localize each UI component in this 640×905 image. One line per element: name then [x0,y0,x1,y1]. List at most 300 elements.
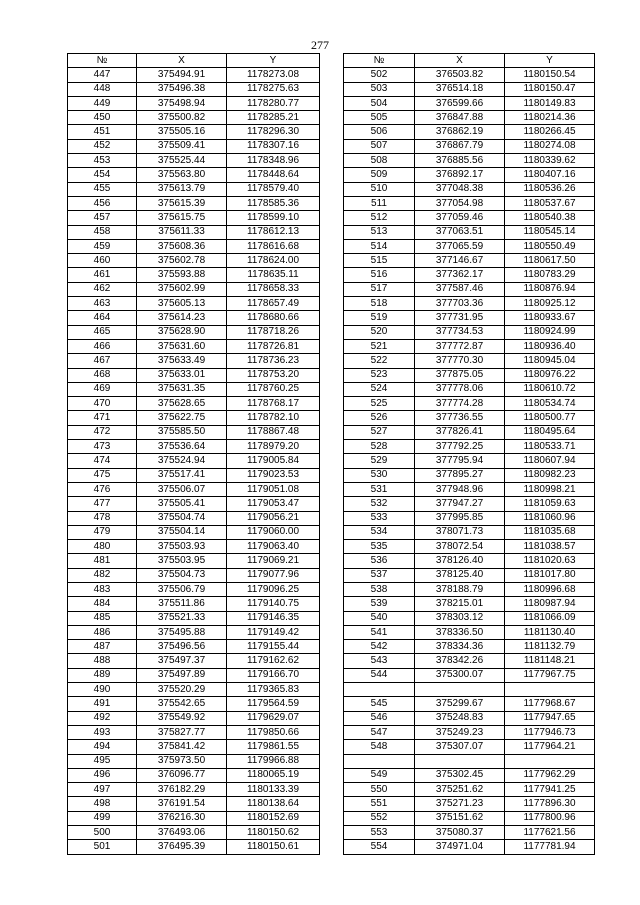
page-number: 277 [311,38,329,52]
cell-x: 375249.23 [415,725,505,739]
cell-x: 377778.06 [415,382,505,396]
cell-y: 1180617.50 [505,254,595,268]
cell-y: 1178680.66 [227,311,320,325]
table-row [344,497,595,511]
table-row [344,254,595,268]
cell-y: 1179162.62 [227,654,320,668]
cell-x: 377826.41 [415,425,505,439]
cell-number: 465 [68,325,137,339]
cell-y: 1178753.20 [227,368,320,382]
cell-number: 535 [344,540,415,554]
table-row [68,225,320,239]
cell-number: 456 [68,196,137,210]
table-row [344,783,595,797]
table-row [68,640,320,654]
cell-number: 532 [344,497,415,511]
table-row [68,582,320,596]
cell-x: 377770.30 [415,354,505,368]
cell-number: 447 [68,68,137,82]
table-row [68,196,320,210]
table-row [344,182,595,196]
cell-y: 1180537.67 [505,196,595,210]
table-row [68,311,320,325]
cell-x: 375506.79 [137,582,227,596]
cell-x: 377063.51 [415,225,505,239]
cell-x: 375517.41 [137,468,227,482]
cell-y: 1178280.77 [227,96,320,110]
cell-x: 377734.53 [415,325,505,339]
cell-x: 377792.25 [415,440,505,454]
cell-number: 544 [344,668,415,682]
cell-x: 378125.40 [415,568,505,582]
cell-number: 475 [68,468,137,482]
cell-x [415,754,505,768]
cell-number: 492 [68,711,137,725]
table-row [344,368,595,382]
cell-x: 375973.50 [137,754,227,768]
table-row [344,154,595,168]
table-row [344,111,595,125]
cell-number: 542 [344,640,415,654]
table-row [68,668,320,682]
table-row [68,525,320,539]
table-row [68,397,320,411]
cell-y: 1180407.16 [505,168,595,182]
cell-x: 377795.94 [415,454,505,468]
cell-number: 543 [344,654,415,668]
cell-x: 378215.01 [415,597,505,611]
cell-x: 375631.35 [137,382,227,396]
cell-number: 502 [344,68,415,82]
cell-y: 1180545.14 [505,225,595,239]
table-row [344,683,595,697]
table-row [68,125,320,139]
cell-x: 375300.07 [415,668,505,682]
cell-y: 1181060.96 [505,511,595,525]
cell-y: 1180607.94 [505,454,595,468]
cell-x: 377875.05 [415,368,505,382]
table-row [344,697,595,711]
table-row [344,754,595,768]
cell-y [505,683,595,697]
cell-y: 1180138.64 [227,797,320,811]
cell-x: 376495.39 [137,840,227,854]
cell-y: 1180924.99 [505,325,595,339]
cell-x: 377731.95 [415,311,505,325]
cell-y: 1179023.53 [227,468,320,482]
table-row [68,697,320,711]
cell-number: 457 [68,211,137,225]
cell-y: 1180783.29 [505,268,595,282]
cell-number: 477 [68,497,137,511]
cell-y: 1180214.36 [505,111,595,125]
cell-number: 554 [344,840,415,854]
table-row [344,225,595,239]
cell-x: 378334.36 [415,640,505,654]
table-row [68,497,320,511]
cell-number: 521 [344,339,415,353]
table-row [344,840,595,854]
table-row [68,811,320,825]
cell-number: 467 [68,354,137,368]
cell-y: 1181148.21 [505,654,595,668]
cell-y: 1179069.21 [227,554,320,568]
table-row [344,826,595,840]
cell-number: 503 [344,82,415,96]
table-row [68,725,320,739]
cell-y: 1180987.94 [505,597,595,611]
cell-x: 375615.39 [137,196,227,210]
cell-y: 1179096.25 [227,582,320,596]
cell-y: 1180998.21 [505,482,595,496]
cell-number: 549 [344,768,415,782]
cell-number: 527 [344,425,415,439]
cell-number: 501 [68,840,137,854]
table-row [68,154,320,168]
cell-number: 476 [68,482,137,496]
cell-y: 1179146.35 [227,611,320,625]
cell-y: 1179053.47 [227,497,320,511]
table-row [344,139,595,153]
table-row [344,382,595,396]
table-row [68,211,320,225]
table-row [344,511,595,525]
cell-number: 504 [344,96,415,110]
table-row [68,68,320,82]
table-row [68,268,320,282]
cell-number: 533 [344,511,415,525]
cell-number: 452 [68,139,137,153]
table-row [68,111,320,125]
table-row [344,811,595,825]
cell-y: 1177781.94 [505,840,595,854]
cell-x: 375497.37 [137,654,227,668]
cell-x: 375615.75 [137,211,227,225]
cell-y: 1181130.40 [505,625,595,639]
cell-y: 1179149.42 [227,625,320,639]
cell-x: 376503.82 [415,68,505,82]
cell-y: 1179060.00 [227,525,320,539]
cell-x: 375504.14 [137,525,227,539]
cell-y: 1178285.21 [227,111,320,125]
cell-x: 377065.59 [415,239,505,253]
cell-y: 1181038.57 [505,540,595,554]
header-row [344,54,595,68]
cell-number: 470 [68,397,137,411]
cell-y: 1178782.10 [227,411,320,425]
cell-x: 375497.89 [137,668,227,682]
cell-number: 518 [344,297,415,311]
cell-x: 375585.50 [137,425,227,439]
cell-y: 1178657.49 [227,297,320,311]
cell-number: 488 [68,654,137,668]
cell-number: 479 [68,525,137,539]
table-row [68,440,320,454]
cell-number: 545 [344,697,415,711]
cell-number: 496 [68,768,137,782]
table-row [344,268,595,282]
table-row [344,425,595,439]
cell-x: 378303.12 [415,611,505,625]
cell-number: 537 [344,568,415,582]
cell-x: 377947.27 [415,497,505,511]
cell-x: 377059.46 [415,211,505,225]
cell-x: 375495.88 [137,625,227,639]
cell-number: 529 [344,454,415,468]
cell-number: 482 [68,568,137,582]
cell-x: 376885.56 [415,154,505,168]
table-row [68,768,320,782]
cell-x: 375631.60 [137,339,227,353]
cell-y: 1180495.64 [505,425,595,439]
table-row [68,754,320,768]
table-row [68,425,320,439]
table-row [344,411,595,425]
table-row [68,711,320,725]
table-row [344,625,595,639]
cell-number: 486 [68,625,137,639]
cell-y: 1180133.39 [227,783,320,797]
cell-x: 376867.79 [415,139,505,153]
table-row [68,654,320,668]
cell-number: 506 [344,125,415,139]
table-row [344,654,595,668]
table-row [344,568,595,582]
cell-number: 466 [68,339,137,353]
table-row [344,68,595,82]
cell-x: 377948.96 [415,482,505,496]
cell-y: 1179056.21 [227,511,320,525]
table-row [68,468,320,482]
table-row [68,840,320,854]
table-row [344,297,595,311]
cell-y: 1180533.71 [505,440,595,454]
cell-x: 376493.06 [137,826,227,840]
cell-number: 450 [68,111,137,125]
cell-x: 375602.99 [137,282,227,296]
coordinates-table-right [343,53,595,855]
cell-number: 490 [68,683,137,697]
cell-x: 377703.36 [415,297,505,311]
table-row [68,511,320,525]
cell-number: 520 [344,325,415,339]
cell-x: 376182.29 [137,783,227,797]
cell-x: 375521.33 [137,611,227,625]
cell-number: 550 [344,783,415,797]
cell-number: 499 [68,811,137,825]
cell-y: 1180500.77 [505,411,595,425]
cell-number: 510 [344,182,415,196]
cell-y: 1179140.75 [227,597,320,611]
cell-x: 375611.33 [137,225,227,239]
cell-y: 1180925.12 [505,297,595,311]
cell-x: 375608.36 [137,239,227,253]
coordinates-table-left [67,53,320,855]
cell-y: 1180150.61 [227,840,320,854]
cell-y: 1180536.26 [505,182,595,196]
header-y: Y [505,54,595,68]
cell-y: 1180933.67 [505,311,595,325]
cell-y: 1179629.07 [227,711,320,725]
table-row [68,826,320,840]
table-row [68,382,320,396]
cell-y: 1178448.64 [227,168,320,182]
cell-y: 1179005.84 [227,454,320,468]
cell-y: 1180550.49 [505,239,595,253]
cell-number: 538 [344,582,415,596]
cell-number: 497 [68,783,137,797]
cell-y: 1179966.88 [227,754,320,768]
cell-y: 1178348.96 [227,154,320,168]
cell-x: 375536.64 [137,440,227,454]
cell-number: 498 [68,797,137,811]
cell-y: 1179155.44 [227,640,320,654]
table-row [344,239,595,253]
cell-number: 519 [344,311,415,325]
cell-number: 495 [68,754,137,768]
cell-x [415,683,505,697]
cell-y: 1178307.16 [227,139,320,153]
cell-y: 1177946.73 [505,725,595,739]
cell-y: 1177896.30 [505,797,595,811]
cell-number: 512 [344,211,415,225]
cell-x: 375299.67 [415,697,505,711]
table-row [344,540,595,554]
cell-number: 484 [68,597,137,611]
cell-x: 377048.38 [415,182,505,196]
table-row [344,211,595,225]
table-row [344,711,595,725]
cell-number: 525 [344,397,415,411]
cell-x: 375504.74 [137,511,227,525]
cell-number: 471 [68,411,137,425]
cell-y: 1181066.09 [505,611,595,625]
cell-y: 1179166.70 [227,668,320,682]
cell-number: 449 [68,96,137,110]
table-row [68,168,320,182]
header-number: № [68,54,137,68]
cell-number: 487 [68,640,137,654]
table-row [344,168,595,182]
cell-number [344,754,415,768]
cell-number: 448 [68,82,137,96]
cell-number: 485 [68,611,137,625]
cell-y: 1178635.11 [227,268,320,282]
cell-x: 377587.46 [415,282,505,296]
cell-y: 1180540.38 [505,211,595,225]
header-x: X [415,54,505,68]
cell-y: 1178273.08 [227,68,320,82]
cell-number: 474 [68,454,137,468]
cell-x: 375496.56 [137,640,227,654]
cell-number: 540 [344,611,415,625]
cell-number: 491 [68,697,137,711]
cell-x: 376892.17 [415,168,505,182]
cell-y: 1179861.55 [227,740,320,754]
table-row [68,611,320,625]
cell-x: 377995.85 [415,511,505,525]
cell-y: 1180936.40 [505,339,595,353]
table-row [344,468,595,482]
cell-y: 1180534.74 [505,397,595,411]
cell-x: 378342.26 [415,654,505,668]
cell-y: 1178624.00 [227,254,320,268]
table-row [68,797,320,811]
cell-number: 552 [344,811,415,825]
cell-number: 539 [344,597,415,611]
cell-number: 524 [344,382,415,396]
table-row [68,82,320,96]
cell-y: 1181035.68 [505,525,595,539]
table-row [68,540,320,554]
cell-x: 375151.62 [415,811,505,825]
cell-number: 462 [68,282,137,296]
cell-number: 526 [344,411,415,425]
cell-x: 375505.41 [137,497,227,511]
table-row [344,282,595,296]
cell-number: 489 [68,668,137,682]
cell-x: 375827.77 [137,725,227,739]
table-row [68,568,320,582]
cell-y: 1178616.68 [227,239,320,253]
cell-number: 536 [344,554,415,568]
cell-y: 1180876.94 [505,282,595,296]
cell-number: 451 [68,125,137,139]
table-row [344,196,595,210]
cell-number: 461 [68,268,137,282]
cell-number: 463 [68,297,137,311]
cell-number: 454 [68,168,137,182]
cell-number: 522 [344,354,415,368]
table-row [344,311,595,325]
table-row [68,239,320,253]
table-row [68,182,320,196]
cell-number: 508 [344,154,415,168]
table-row [68,339,320,353]
table-row [344,525,595,539]
cell-x: 378126.40 [415,554,505,568]
cell-number: 505 [344,111,415,125]
cell-y: 1179564.59 [227,697,320,711]
cell-x: 377895.27 [415,468,505,482]
table-row [344,668,595,682]
cell-x: 375080.37 [415,826,505,840]
cell-x: 375494.91 [137,68,227,82]
table-row [344,454,595,468]
cell-x: 376191.54 [137,797,227,811]
cell-number: 493 [68,725,137,739]
cell-number: 515 [344,254,415,268]
cell-number: 481 [68,554,137,568]
table-row [68,597,320,611]
cell-x: 374971.04 [415,840,505,854]
cell-x: 377146.67 [415,254,505,268]
cell-y: 1180150.54 [505,68,595,82]
cell-y: 1178979.20 [227,440,320,454]
table-row [68,282,320,296]
cell-number: 480 [68,540,137,554]
cell-y: 1180065.19 [227,768,320,782]
table-row [68,554,320,568]
cell-x: 375525.44 [137,154,227,168]
cell-x: 375602.78 [137,254,227,268]
cell-y: 1177800.96 [505,811,595,825]
cell-y: 1178867.48 [227,425,320,439]
cell-y: 1178585.36 [227,196,320,210]
cell-x: 375628.65 [137,397,227,411]
cell-number: 453 [68,154,137,168]
cell-y: 1179365.83 [227,683,320,697]
